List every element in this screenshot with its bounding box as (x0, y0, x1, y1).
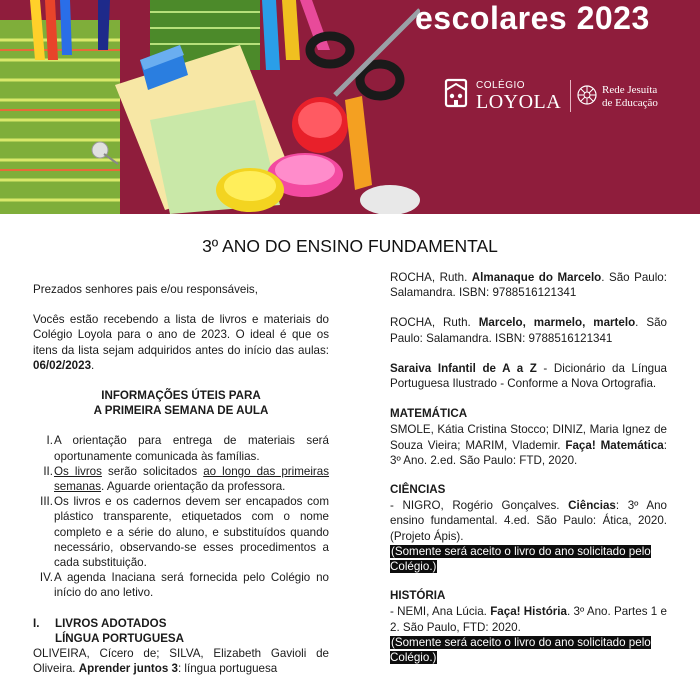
document-title: 3º ANO DO ENSINO FUNDAMENTAL (202, 236, 498, 256)
loyola-crest-icon (442, 76, 470, 112)
colegio-loyola-logo (442, 74, 682, 118)
list-item: IV. A agenda Inaciana será fornecida pelo Colégio no início do ano letivo. (39, 571, 329, 600)
highlighted-note: (Somente será aceito o livro do ano solicitado pelo Colégio.) (390, 544, 651, 574)
subject-ciencias: CIÊNCIAS (390, 483, 446, 497)
header-banner (0, 0, 700, 214)
list-item: III. Os livros e os cadernos devem ser encapados com plástico transparente, etiquetados com o nome completo e a série do aluno, e substituídos quando necessário, observando-se esses procedimentos a cada substituição. (40, 495, 329, 570)
book-entry: ROCHA, Ruth. Marcelo, marmelo, martelo. São Paulo: Salamandra. ISBN: 9788516121341 (390, 316, 667, 345)
logo-school-small: COLÉGIO (476, 80, 526, 91)
logo-divider (570, 80, 571, 112)
subject-matematica: MATEMÁTICA (390, 407, 468, 421)
classes-start-date: 06/02/2023 (33, 358, 92, 372)
book-entry: - NEMI, Ana Lúcia. Faça! História. 3º Ano. Partes 1 e 2. São Paulo, FTD: 2020. (390, 605, 668, 634)
section-ciencias (390, 482, 667, 574)
book-entry: - NIGRO, Rogério Gonçalves. Ciências: 3º Ano ensino fundamental. 4.ed. São Paulo: Ática, 2020. (Projeto Ápis). (390, 499, 667, 543)
rede-jesuita-label: Rede Jesuíta de Educação (602, 84, 658, 109)
book-entry: SMOLE, Kátia Cristina Stocco; DINIZ, Maria Ignez de Souza Vieira; MARIM, Vlademir. Faça! Matemática: 3º Ano. 2.ed. São Paulo: FTD, 2020. (390, 423, 667, 467)
book-entry: ROCHA, Ruth. Almanaque do Marcelo. São Paulo: Salamandra. ISBN: 9788516121341 (390, 271, 667, 300)
section-historia (390, 588, 667, 665)
section-matematica (390, 406, 667, 468)
left-column (33, 282, 329, 676)
book-entry: OLIVEIRA, Cícero de; SILVA, Elizabeth Gavioli de Oliveira. Aprender juntos 3: língua portuguesa (33, 647, 329, 676)
books-section: I. LIVROS ADOTADOS LÍNGUA PORTUGUESA (33, 616, 329, 646)
dictionary-entry: Saraiva Infantil de A a Z - Dicionário da Língua Portuguesa Ilustrado - Conforme a Nova Ortografia. (390, 361, 667, 391)
list-item: I. A orientação para entrega de materiais será oportunamente comunicada às famílias. (46, 434, 329, 463)
subject-historia: HISTÓRIA (390, 589, 446, 603)
banner-title: escolares 2023 (415, 0, 650, 36)
logo-school-name: LOYOLA (476, 91, 562, 113)
list-item: II. Os livros serão solicitados ao longo das primeiras semanas. Aguarde orientação da professora. (43, 464, 330, 494)
info-list (33, 433, 329, 600)
intro-paragraph: Vocês estão recebendo a lista de livros e materiais do Colégio Loyola para o ano de 2023. O ideal é que os itens da lista sejam adquiridos antes do início das aulas: 06/02/2023. (33, 313, 329, 372)
greeting: Prezados senhores pais e/ou responsáveis, (33, 283, 258, 296)
highlighted-note: (Somente será aceito o livro do ano solicitado pelo Colégio.) (390, 635, 651, 665)
rede-jesuita-icon (576, 84, 598, 106)
books-heading: LIVROS ADOTADOS (55, 616, 167, 630)
info-heading: INFORMAÇÕES ÚTEIS PARA A PRIMEIRA SEMANA DE AULA (93, 389, 269, 418)
school-supplies-illustration (0, 0, 420, 214)
right-column (390, 270, 667, 679)
subject-lingua-portuguesa: LÍNGUA PORTUGUESA (55, 631, 185, 645)
